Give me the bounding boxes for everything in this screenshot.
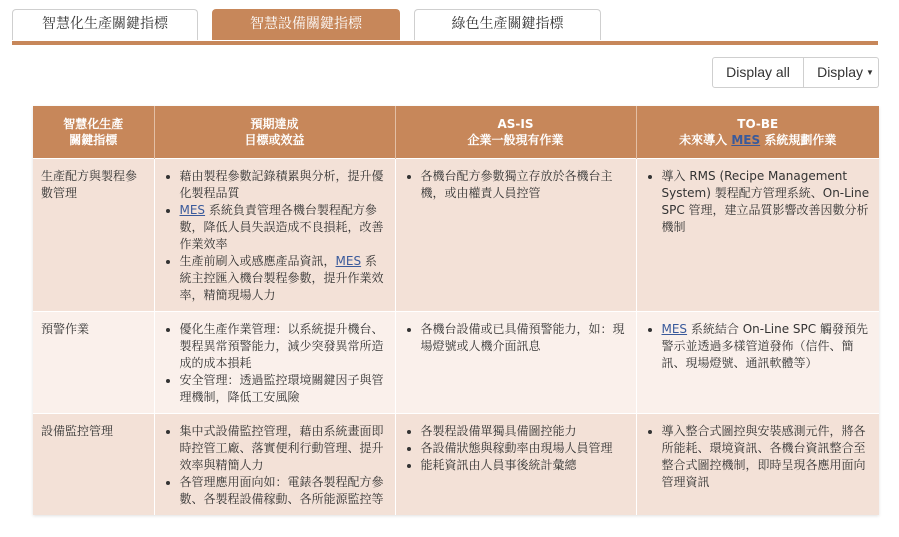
list-item: • 導入 RMS (Recipe Management System) 製程配方管理系統、On-Line SPC 管理，建立品質影響改善因數分析機制 — [662, 168, 872, 236]
mes-link[interactable]: MES — [335, 254, 362, 268]
tab-bar — [12, 9, 878, 45]
list-item — [662, 321, 872, 372]
header-benefits — [154, 106, 395, 159]
indicator-cell: 預警作業 — [33, 312, 154, 414]
header-benefits-line2: 目標或效益 — [244, 133, 305, 147]
list-item-text: 系統負責管理各機台製程配方參數，降低人員失誤造成不良損耗，改善作業效率 — [179, 203, 384, 251]
list-item: • 安全管理：透過監控環境關鍵因子與管理機制，降低工安風險 — [180, 372, 387, 406]
header-as-is-line1: AS-IS — [497, 117, 534, 131]
as-is-list — [404, 423, 628, 474]
list-item — [180, 202, 387, 253]
list-item-text: 生產前刷入或感應產品資訊， — [179, 254, 336, 268]
display-dropdown-label: Display — [817, 64, 863, 80]
as-is-cell — [395, 312, 636, 414]
list-item: • 藉由製程參數記錄積累與分析，提升優化製程品質 — [180, 168, 387, 202]
to-be-cell — [636, 312, 879, 414]
mes-link[interactable]: MES — [661, 322, 688, 336]
table-row — [33, 414, 879, 516]
to-be-list — [645, 423, 872, 491]
benefits-list — [163, 321, 387, 406]
benefits-list — [163, 423, 387, 508]
header-indicator — [33, 106, 154, 159]
kpi-table — [33, 106, 879, 515]
benefits-cell — [154, 312, 395, 414]
benefits-list — [163, 168, 387, 304]
table-row — [33, 159, 879, 312]
tab-green-production-kpi[interactable]: 綠色生產關鍵指標 — [414, 9, 601, 40]
list-item: • 各機台配方參數獨立存放於各機台主機，或由權責人員控管 — [421, 168, 628, 202]
tab-smart-equipment-kpi[interactable]: 智慧設備關鍵指標 — [212, 9, 400, 40]
header-as-is — [395, 106, 636, 159]
list-item-text: 系統結合 On-Line SPC 觸發預先警示並透過多樣管道發佈（信件、簡訊、現場燈號、通訊軟體等） — [661, 322, 868, 370]
to-be-cell — [636, 414, 879, 516]
header-indicator-line2: 關鍵指標 — [69, 133, 118, 147]
header-benefits-line1: 預期達成 — [250, 117, 299, 131]
to-be-cell — [636, 159, 879, 312]
display-all-button[interactable]: Display all — [712, 57, 804, 88]
table-header-row — [33, 106, 879, 159]
indicator-cell: 設備監控管理 — [33, 414, 154, 516]
header-to-be-line1: TO-BE — [737, 117, 779, 131]
list-item: • 優化生產作業管理：以系統提升機台、製程異常預警能力，減少突發異常所造成的成本損耗 — [180, 321, 387, 372]
list-item: • 各製程設備單獨具備圖控能力 — [421, 423, 628, 440]
benefits-cell — [154, 414, 395, 516]
list-item: • 導入整合式圖控與安裝感測元件，將各所能耗、環境資訊、各機台資訊整合至整合式圖控機制，即時呈現各應用面向管理資訊 — [662, 423, 872, 491]
as-is-list — [404, 168, 628, 202]
header-as-is-line2: 企業一般現有作業 — [467, 133, 564, 147]
header-to-be — [636, 106, 879, 159]
caret-down-icon: ▼ — [865, 68, 874, 77]
header-to-be-line2-pre: 未來導入 — [679, 133, 732, 147]
kpi-table-container — [33, 106, 879, 515]
benefits-cell — [154, 159, 395, 312]
as-is-cell — [395, 159, 636, 312]
to-be-list — [645, 321, 872, 372]
display-dropdown-button[interactable] — [804, 57, 879, 88]
as-is-list — [404, 321, 628, 355]
header-mes-link[interactable]: MES — [731, 133, 761, 147]
header-to-be-line2-post: 系統規劃作業 — [760, 133, 837, 147]
mes-link[interactable]: MES — [179, 203, 206, 217]
list-item: • 各機台設備或已具備預警能力，如：現場燈號或人機介面訊息 — [421, 321, 628, 355]
list-item: • 能耗資訊由人員事後統計彙總 — [421, 457, 628, 474]
tab-smart-production-kpi[interactable]: 智慧化生產關鍵指標 — [12, 9, 198, 40]
to-be-list — [645, 168, 872, 236]
list-item: • 各管理應用面向如：電錶各製程配方參數、各製程設備稼動、各所能源監控等 — [180, 474, 387, 508]
indicator-cell: 生產配方與製程參數管理 — [33, 159, 154, 312]
list-item: • 各設備狀態與稼動率由現場人員管理 — [421, 440, 628, 457]
as-is-cell — [395, 414, 636, 516]
list-item: • 集中式設備監控管理，藉由系統畫面即時控管工廠、落實便利行動管理、提升效率與精簡人力 — [180, 423, 387, 474]
table-row — [33, 312, 879, 414]
list-item — [180, 253, 387, 304]
header-indicator-line1: 智慧化生產 — [63, 117, 124, 131]
table-toolbar — [712, 57, 879, 88]
list-item-text: 系統主控匯入機台製程參數，提升作業效率，精簡現場人力 — [179, 254, 384, 302]
